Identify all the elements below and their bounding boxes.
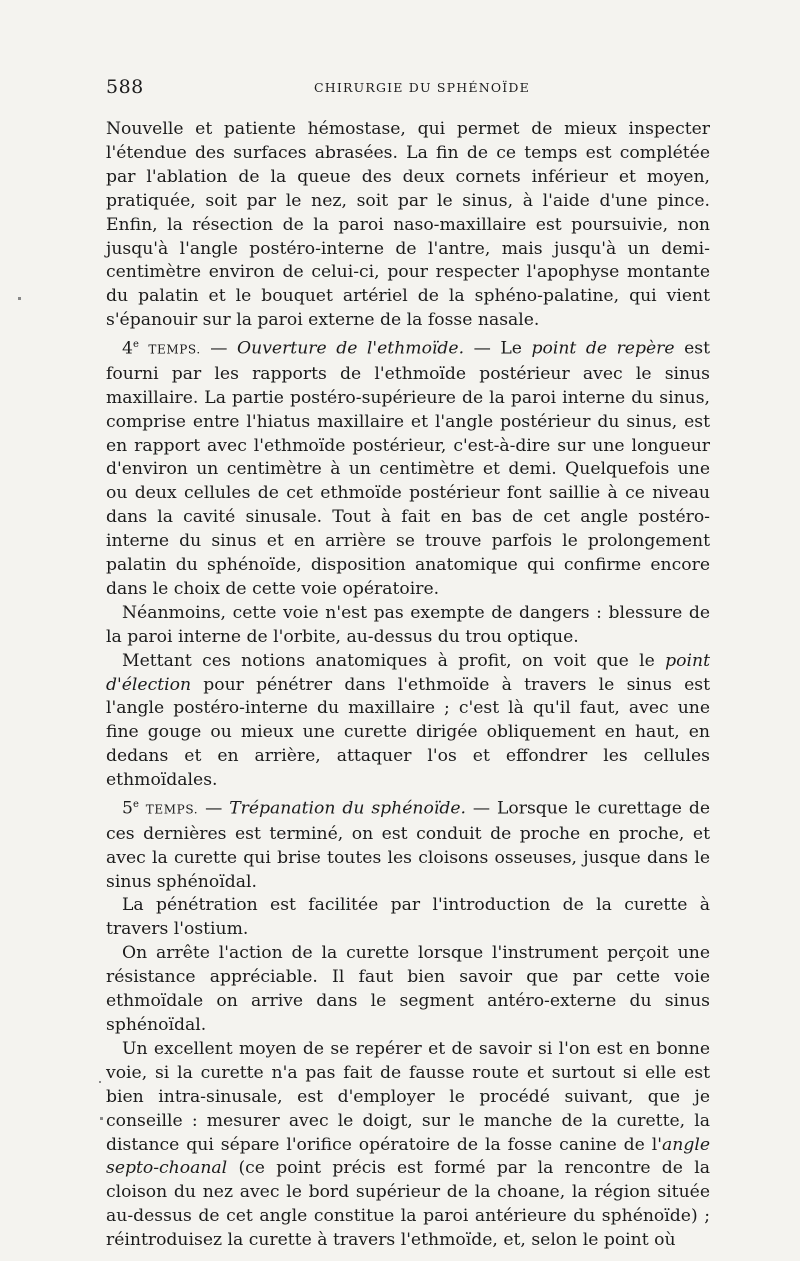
term-angle-septo-choanal: angle septo-choanal xyxy=(106,1134,710,1179)
dash: — xyxy=(198,798,230,819)
margin-mark xyxy=(100,1117,103,1120)
step-heading: Trépanation du sphénoïde. xyxy=(229,798,466,819)
paragraph-resistance: On arrête l'action de la curette lorsque l'instrument perçoit une résistance appréciable. Il faut bien savoir que par cette voie ethmoïdale on arrive dans le segment antéro-externe du sinus sphénoïdal. xyxy=(106,943,710,1035)
margin-mark xyxy=(18,297,21,300)
body-text xyxy=(106,118,710,1253)
paragraph-text: est fourni par les rapports de l'ethmoïde postérieur avec le sinus maxillaire. La partie postéro-supérieure de la paroi interne du sinus, comprise entre l'hiatus maxillaire et l'angle postérieur du sinus, est en rapport avec l'ethmoïde postérieur, c'est-à-dire sur une longueur d'environ un centimètre à un centimètre et demi. Quelquefois une ou deux cellules de cet ethmoïde postérieur font saillie à ce niveau dans la cavité sinusale. Tout à fait en bas de cet angle postéro-interne du sinus et en arrière se trouve parfois le prolongement palatin du sphénoïde, disposition anatomique qui confirme encore dans le choix de cette voie opératoire. xyxy=(106,338,710,599)
step-number: 5 xyxy=(122,798,133,819)
term-point-election: point d'élection xyxy=(106,650,710,695)
margin-mark xyxy=(99,1081,101,1083)
running-header xyxy=(106,76,710,100)
step-ordinal: e xyxy=(132,799,139,811)
paragraph-dangers: Néanmoins, cette voie n'est pas exempte de dangers : blessure de la paroi interne de l'orbite, au-dessus du trou optique. xyxy=(106,602,710,647)
step-ordinal: e xyxy=(132,339,139,351)
term-point-de-repere: point de repère xyxy=(531,338,675,359)
paragraph-text: Mettant ces notions anatomiques à profit, on voit que le xyxy=(122,650,666,671)
paragraph-text: — Lorsque le curettage de ces dernières est terminé, on est conduit de proche en proche, et avec la curette qui brise toutes les cloisons osseuses, jusque dans le sinus sphénoïdal. xyxy=(106,798,710,892)
paragraph-penetration: La pénétration est facilitée par l'introduction de la curette à travers l'ostium. xyxy=(106,895,710,940)
dash: — Le xyxy=(464,338,532,359)
running-title: CHIRURGIE DU SPHÉNOÏDE xyxy=(314,80,530,95)
paragraph-text: Un excellent moyen de se repérer et de savoir si l'on est en bonne voie, si la curette n'a pas fait de fausse route et surtout si elle est bien intra-sinusale, est d'employer le procédé suivant, que je conseille : mesurer avec le doigt, sur le manche de la curette, la distance qui sépare l'orifice opératoire de la fosse canine de l' xyxy=(106,1038,710,1155)
page-number: 588 xyxy=(106,76,144,98)
paragraph-text: (ce point précis est formé par la rencontre de la cloison du nez avec le bord supérieur de la choane, la région située au-dessus de cet angle constitue la paroi antérieure du sphénoïde) ; réintroduisez la curette à travers l'ethmoïde, et, selon le point où xyxy=(106,1158,710,1251)
step-heading: Ouverture de l'ethmoïde. xyxy=(237,338,465,359)
paragraph-point-election xyxy=(106,650,710,793)
paragraph-hemostase: Nouvelle et patiente hémostase, qui permet de mieux inspecter l'étendue des surfaces abrasées. La fin de ce temps est complétée par l'ablation de la queue des deux cornets inférieur et moyen, pratiquée, soit par le nez, soit par le sinus, à l'aide d'une pince. Enfin, la résection de la paroi naso-maxillaire est poursuivie, non jusqu'à l'angle postéro-interne de l'antre, mais jusqu'à un demi-centimètre environ de celui-ci, pour respecter l'apophyse montante du palatin et le bouquet artériel de la sphéno-palatine, qui vient s'épanouir sur la paroi externe de la fosse nasale. xyxy=(106,119,710,331)
dash: — xyxy=(200,338,238,359)
step-label: TEMPS. xyxy=(145,802,199,817)
paragraph-moyen-reperer xyxy=(106,1038,710,1253)
paragraph-temps-4 xyxy=(106,333,710,602)
step-label: TEMPS. xyxy=(148,342,201,357)
paragraph-temps-5 xyxy=(106,793,710,894)
paragraph-text: pour pénétrer dans l'ethmoïde à travers le sinus est l'angle postéro-interne du maxillaire ; c'est là qu'il faut, avec une fine gouge ou mieux une curette dirigée obliquement en haut, en dedans et en arrière, attaquer l'os et effondrer les cellules ethmoïdales. xyxy=(106,674,710,791)
step-number: 4 xyxy=(122,338,133,359)
